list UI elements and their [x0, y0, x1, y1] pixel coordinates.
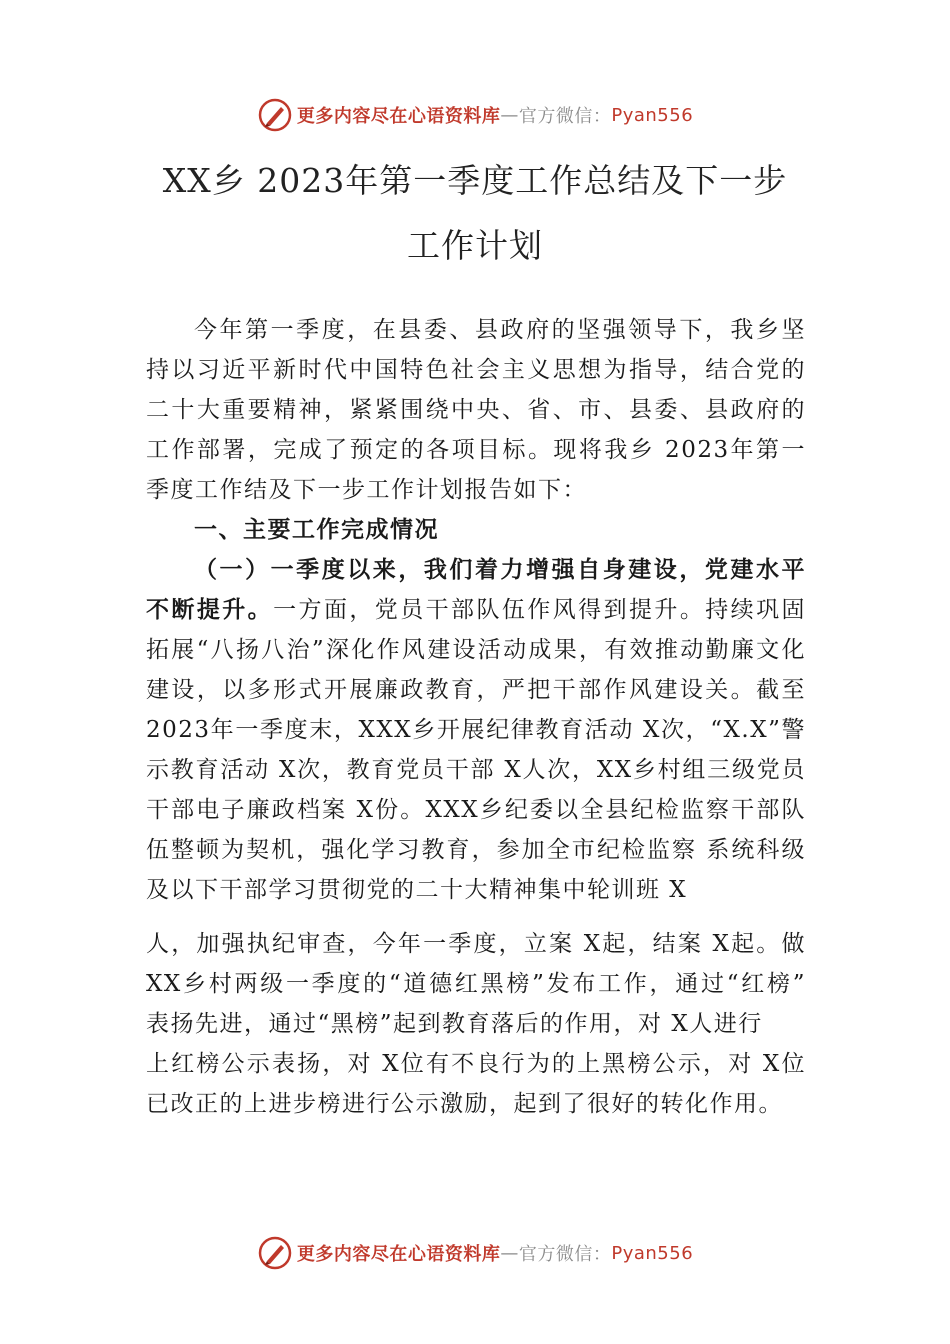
pen-logo-icon	[257, 1235, 293, 1271]
watermark-separator: —	[500, 1242, 519, 1264]
document-title-line1: XX乡 2023年第一季度工作总结及下一步	[162, 161, 788, 200]
subsection-body-c: 上红榜公示表扬，对 X位有不良行为的上黑榜公示，对 X位已改正的上进步榜进行公示激励，起到了很好的转化作用。	[146, 1051, 806, 1117]
watermark-site-text: 更多内容尽在心语资料库	[296, 1244, 501, 1265]
subsection-paragraph	[146, 550, 806, 910]
subsection-body-a: 一方面，党员干部队伍作风得到提升。持续巩固拓展“八扬八治”深化作风建设活动成果，有效推动勤廉文化建设，以多形式开展廉政教育，严把干部作风建设关。截至 2023年一季度末，XXX乡开展纪律教育活动 X次，“X.X”警示教育活动 X次，教育党员干部 X人次，XX乡村组三级党员干部电子廉政档案 X份。XXX乡纪委以全县纪检监察干部队伍整顿为契机，强化学习教育，参加全市纪检监察 系统科级及以下干部学习贯彻党的二十大精神集中轮训班 X	[146, 597, 807, 903]
watermark-label: 官方微信：	[518, 106, 612, 127]
watermark-label: 官方微信：	[518, 1244, 612, 1265]
watermark-separator: —	[500, 104, 519, 126]
watermark-footer	[0, 1233, 950, 1273]
pen-logo-icon	[257, 97, 293, 133]
watermark-header	[0, 95, 950, 135]
document-title-line2: 工作计划	[407, 226, 543, 265]
intro-paragraph: 今年第一季度，在县委、县政府的坚强领导下，我乡坚持以习近平新时代中国特色社会主义思想为指导，结合党的二十大重要精神，紧紧围绕中央、省、市、县委、县政府的工作部署，完成了预定的各项目标。现将我乡 2023年第一季度工作结及下一步工作计划报告如下：	[146, 317, 806, 503]
watermark-wechat-id: Pyan556	[611, 104, 694, 126]
document-body	[146, 310, 806, 1124]
subsection-body-b: 人，加强执纪审查，今年一季度，立案 X起，结案 X起。做XX乡村两级一季度的“道德红黑榜”发布工作，通过“红榜” 表扬先进，通过“黑榜”起到教育落后的作用，对 X人进行	[146, 931, 807, 1037]
line-gap	[146, 910, 806, 924]
watermark-site-text: 更多内容尽在心语资料库	[296, 106, 501, 127]
section-heading: 一、主要工作完成情况	[194, 517, 439, 543]
watermark-wechat-id: Pyan556	[611, 1242, 694, 1264]
subsection-lead: （一）一季度以来，我们着力增强自身建设，党建水平不断提升。	[146, 556, 806, 623]
